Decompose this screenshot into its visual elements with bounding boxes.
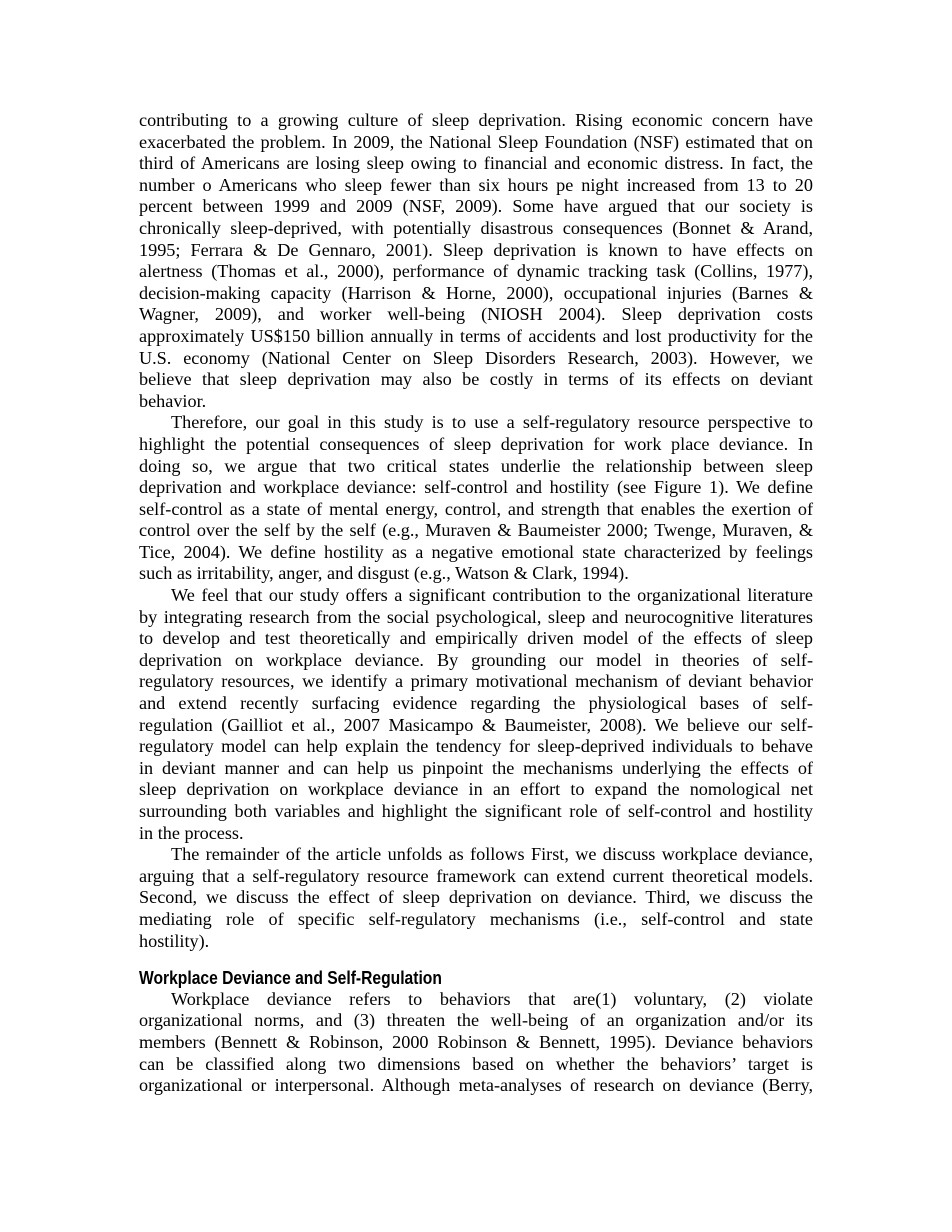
text-line: and extend recently surfacing evidence regarding the physiological bases of self- [139,693,813,714]
text-line: believe that sleep deprivation may also be costly in terms of its effects on deviant [139,369,813,390]
text-line: such as irritability, anger, and disgust (e.g., Watson & Clark, 1994). [139,563,629,584]
text-line: surrounding both variables and highlight the significant role of self-control and hostility [139,801,813,821]
text-line: to develop and test theoretically and empirically driven model of the effects of sleep [139,628,813,649]
text-line: control over the self by the self (e.g., Muraven & Baumeister 2000; Twenge, Muraven, & [139,520,813,541]
text-line: exacerbated the problem. In 2009, the National Sleep Foundation (NSF) estimated that on [139,131,813,152]
text-line: regulation (Gailliot et al., 2007 Masicampo & Baumeister, 2008). We believe our self- [139,714,813,735]
text-line: in deviant manner and can help us pinpoint the mechanisms underlying the effects of [139,757,813,778]
text-line: third of Americans are losing sleep owing to financial and economic distress. In fact, the [139,153,813,174]
text-line: organizational or interpersonal. Although meta-analyses of research on deviance (Berry, [139,1075,813,1096]
text-line: highlight the potential consequences of sleep deprivation for work place deviance. In [139,433,813,454]
text-line: doing so, we argue that two critical states underlie the relationship between sleep [139,455,813,476]
text-line: regulatory resources, we identify a primary motivational mechanism of deviant behavior [139,671,813,692]
text-line: deprivation and workplace deviance: self-control and hostility (see Figure 1). We define [139,477,813,498]
text-line: chronically sleep-deprived, with potentially disastrous consequences (Bonnet & Arand, [139,217,813,238]
text-line: Second, we discuss the effect of sleep deprivation on deviance. Third, we discuss the [139,887,813,908]
text-line: sleep deprivation on workplace deviance in an effort to expand the nomological net [139,779,813,800]
text-line: behavior. [139,390,207,411]
text-line: Tice, 2004). We define hostility as a negative emotional state characterized by feelings [139,541,813,562]
text-line: We feel that our study offers a significant contribution to the organizational literature [171,585,813,606]
text-line: percent between 1999 and 2009 (NSF, 2009). Some have argued that our society is [139,196,813,217]
document-body [139,110,813,1097]
text-line: arguing that a self-regulatory resource framework can extend current theoretical models. [139,865,813,886]
text-line: number o Americans who sleep fewer than six hours pe night increased from 13 to 20 [139,174,813,195]
text-line: approximately US$150 billion annually in terms of accidents and lost productivity for the [139,325,813,346]
text-line: Wagner, 2009), and worker well-being (NIOSH 2004). Sleep deprivation costs [139,304,813,325]
text-line: regulatory model can help explain the tendency for sleep-deprived individuals to behave [139,736,813,757]
text-line: contributing to a growing culture of sleep deprivation. Rising economic concern have [139,110,813,130]
text-line: alertness (Thomas et al., 2000), performance of dynamic tracking task (Collins, 1977), [139,261,813,282]
text-line: in the process. [139,822,244,843]
text-line: mediating role of specific self-regulatory mechanisms (i.e., self-control and state [139,908,813,929]
text-line: self-control as a state of mental energy, control, and strength that enables the exertion of [139,498,813,519]
section-heading: Workplace Deviance and Self-Regulation [139,967,442,989]
text-line: by integrating research from the social psychological, sleep and neurocognitive literatures [139,606,813,627]
text-line: decision-making capacity (Harrison & Horne, 2000), occupational injuries (Barnes & [139,282,813,303]
text-line: Workplace deviance refers to behaviors that are(1) voluntary, (2) violate [171,988,813,1009]
text-line: members (Bennett & Robinson, 2000 Robinson & Bennett, 1995). Deviance behaviors [139,1031,813,1052]
text-line: 1995; Ferrara & De Gennaro, 2001). Sleep deprivation is known to have effects on [139,239,813,260]
text-line: organizational norms, and (3) threaten the well-being of an organization and/or its [139,1010,813,1031]
text-line: The remainder of the article unfolds as follows First, we discuss workplace deviance, [171,844,813,865]
text-line: hostility). [139,930,210,951]
text-line: deprivation on workplace deviance. By grounding our model in theories of self- [139,649,813,670]
text-line: U.S. economy (National Center on Sleep Disorders Research, 2003). However, we [139,347,813,368]
text-line: Therefore, our goal in this study is to use a self-regulatory resource perspective to [171,412,813,433]
text-line: can be classified along two dimensions based on whether the behaviors’ target is [139,1053,813,1074]
